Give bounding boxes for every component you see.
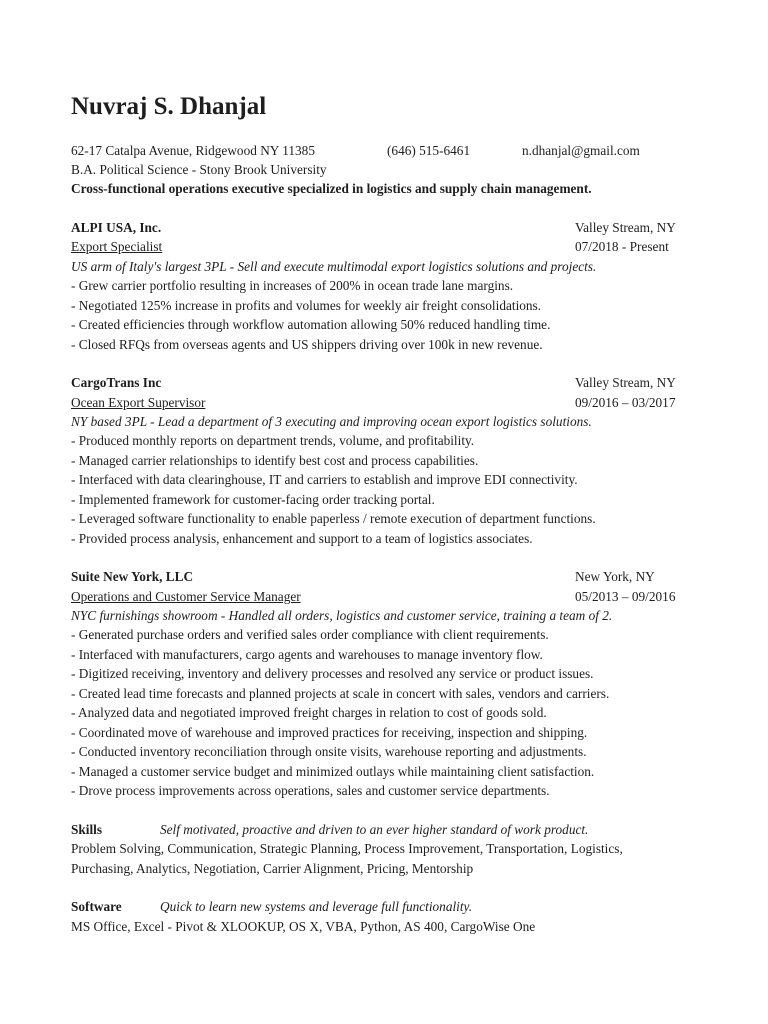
job-bullet: - Coordinated move of warehouse and improved practices for receiving, inspection and shipping. — [71, 725, 588, 740]
job-company: Suite New York, LLC — [71, 569, 194, 584]
job-bullet: - Produced monthly reports on department trends, volume, and profitability. — [71, 433, 475, 448]
candidate-name: Nuvraj S. Dhanjal — [71, 93, 267, 120]
job-description: NY based 3PL - Lead a department of 3 executing and improving ocean export logistics solutions. — [71, 414, 592, 429]
email: n.dhanjal@gmail.com — [522, 143, 640, 158]
job-bullet: - Digitized receiving, inventory and delivery processes and resolved any service or product issues. — [71, 666, 594, 681]
job-bullet: - Implemented framework for customer-facing order tracking portal. — [71, 492, 435, 507]
job-bullet: - Interfaced with data clearinghouse, IT and carriers to establish and improve EDI connectivity. — [71, 472, 578, 487]
skills-label: Skills — [71, 822, 103, 837]
software-list: MS Office, Excel - Pivot & XLOOKUP, OS X, VBA, Python, AS 400, CargoWise One — [71, 919, 536, 934]
job-bullet: - Generated purchase orders and verified sales order compliance with client requirements. — [71, 627, 549, 642]
job-bullet: - Provided process analysis, enhancement and support to a team of logistics associates. — [71, 531, 533, 546]
job-location: Valley Stream, NY — [575, 220, 676, 235]
job-dates: 09/2016 – 03/2017 — [575, 395, 676, 410]
job-description: US arm of Italy's largest 3PL - Sell and execute multimodal export logistics solutions and projects. — [71, 259, 597, 274]
job-bullet: - Analyzed data and negotiated improved freight charges in relation to cost of goods sold. — [71, 705, 547, 720]
job-bullet: - Negotiated 125% increase in profits and volumes for weekly air freight consolidations. — [71, 298, 542, 313]
job-company: ALPI USA, Inc. — [71, 220, 162, 235]
job-bullet: - Interfaced with manufacturers, cargo agents and warehouses to manage inventory flow. — [71, 647, 543, 662]
job-location: Valley Stream, NY — [575, 375, 676, 390]
job-title: Export Specialist — [71, 239, 163, 254]
job-bullet: - Created lead time forecasts and planned projects at scale in concert with sales, vendors and carriers. — [71, 686, 610, 701]
skills-list: Purchasing, Analytics, Negotiation, Carrier Alignment, Pricing, Mentorship — [71, 861, 474, 876]
job-description: NYC furnishings showroom - Handled all orders, logistics and customer service, training a team of 2. — [71, 608, 613, 623]
skills-header — [71, 821, 696, 839]
summary: Cross-functional operations executive specialized in logistics and supply chain management. — [71, 181, 592, 196]
job-title: Operations and Customer Service Manager — [71, 589, 301, 604]
phone: (646) 515-6461 — [387, 143, 471, 158]
skills-description: Self motivated, proactive and driven to an ever higher standard of work product. — [160, 822, 589, 837]
education: B.A. Political Science - Stony Brook University — [71, 162, 327, 177]
job-bullet: - Closed RFQs from overseas agents and US shippers driving over 100k in new revenue. — [71, 337, 543, 352]
job-bullet: - Managed carrier relationships to identify best cost and process capabilities. — [71, 453, 479, 468]
skills-list: Problem Solving, Communication, Strategic Planning, Process Improvement, Transportation, Logistics, — [71, 841, 623, 856]
job-company: CargoTrans Inc — [71, 375, 162, 390]
job-bullet: - Drove process improvements across operations, sales and customer service departments. — [71, 783, 550, 798]
job-bullet: - Conducted inventory reconciliation through onsite visits, warehouse reporting and adjustments. — [71, 744, 587, 759]
job-bullet: - Managed a customer service budget and minimized outlays while maintaining client satisfaction. — [71, 764, 595, 779]
job-bullet: - Created efficiencies through workflow automation allowing 50% reduced handling time. — [71, 317, 551, 332]
job-title: Ocean Export Supervisor — [71, 395, 206, 410]
contact-line — [71, 142, 696, 160]
job-bullet: - Grew carrier portfolio resulting in increases of 200% in ocean trade lane margins. — [71, 278, 514, 293]
address: 62-17 Catalpa Avenue, Ridgewood NY 11385 — [71, 143, 315, 158]
job-location: New York, NY — [575, 569, 655, 584]
software-header — [71, 898, 696, 916]
job-dates: 07/2018 - Present — [575, 239, 669, 254]
job-dates: 05/2013 – 09/2016 — [575, 589, 676, 604]
software-label: Software — [71, 899, 122, 914]
job-bullet: - Leveraged software functionality to enable paperless / remote execution of department functions. — [71, 511, 596, 526]
software-description: Quick to learn new systems and leverage full functionality. — [160, 899, 473, 914]
